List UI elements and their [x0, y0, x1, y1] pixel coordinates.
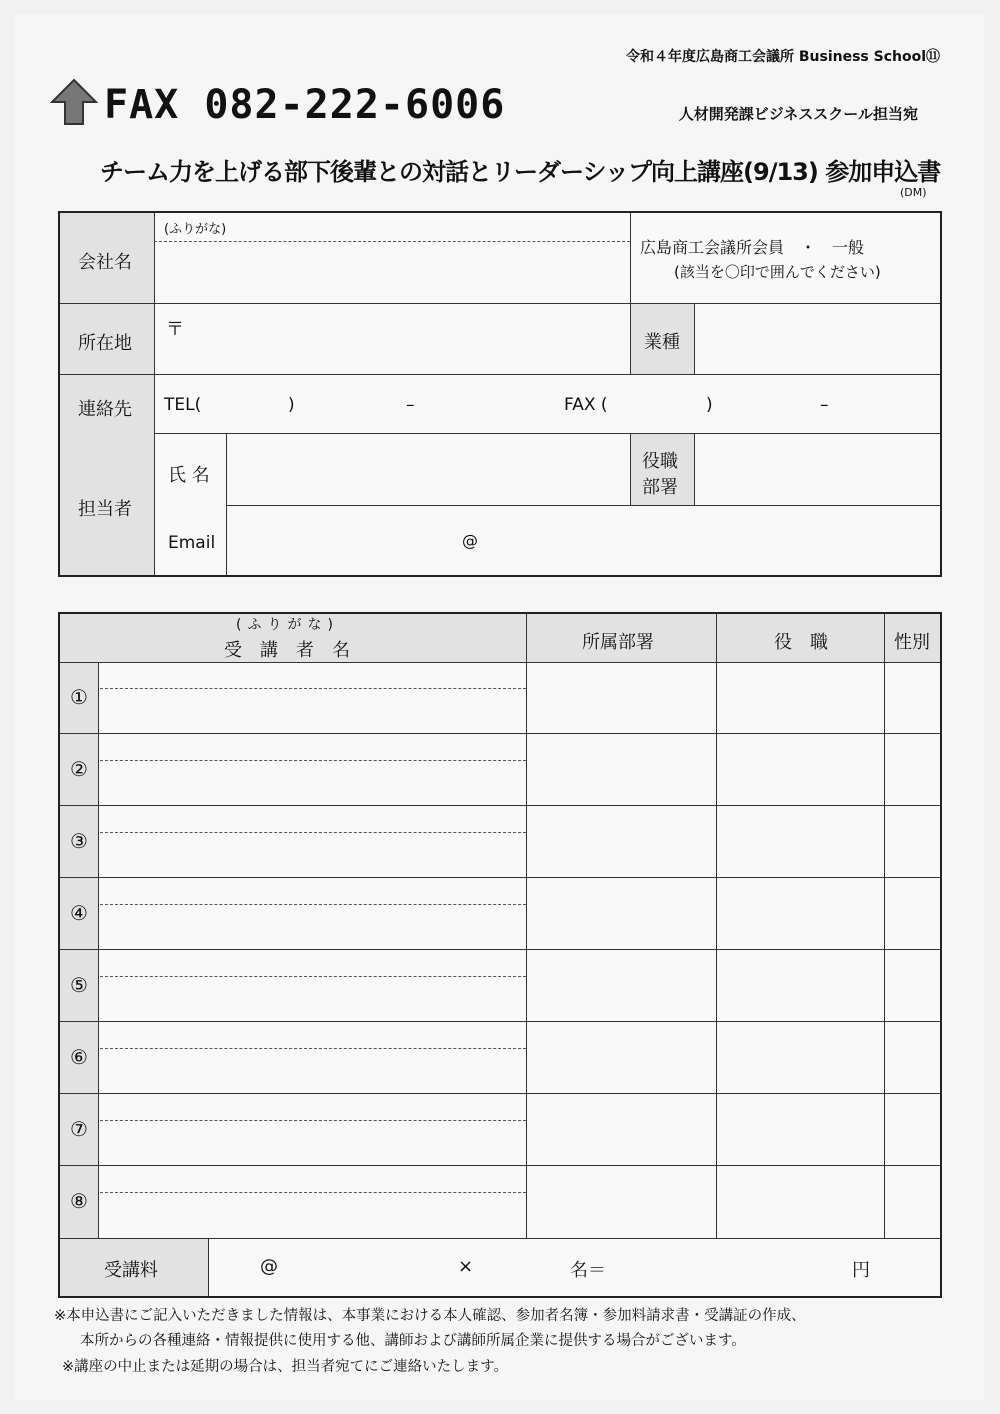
- participant-furigana-field[interactable]: [100, 950, 524, 974]
- participant-furigana-field[interactable]: [100, 806, 524, 830]
- participant-dept-field[interactable]: [528, 880, 714, 948]
- row-number: ①: [70, 685, 88, 709]
- participant-name-field[interactable]: [100, 1050, 524, 1092]
- participant-gender-field[interactable]: [886, 808, 940, 876]
- participant-gender-field[interactable]: [886, 1096, 940, 1164]
- fax-dash: –: [820, 395, 829, 415]
- contact-label: 連絡先: [78, 399, 132, 420]
- company-name-field[interactable]: [156, 243, 628, 301]
- gender-header: 性別: [894, 632, 930, 653]
- participant-furigana-field[interactable]: [100, 734, 524, 758]
- participant-role-field[interactable]: [718, 808, 882, 876]
- person-label: 担当者: [78, 499, 132, 520]
- participant-role-field[interactable]: [718, 880, 882, 948]
- row-number: ⑦: [70, 1117, 88, 1141]
- position-field[interactable]: [696, 435, 940, 503]
- note-line-2: 本所からの各種連絡・情報提供に使用する他、講師および講師所属企業に提供する場合がございます。: [80, 1333, 746, 1349]
- participant-gender-field[interactable]: [886, 736, 940, 804]
- row-number: ⑧: [70, 1189, 88, 1213]
- address-field[interactable]: [156, 305, 628, 373]
- participant-name-field[interactable]: [100, 1194, 524, 1236]
- form-title: チーム力を上げる部下後輩との対話とリーダーシップ向上講座(9/13) 参加申込書: [100, 158, 941, 186]
- fee-yen: 円: [852, 1260, 870, 1281]
- dept-header: 所属部署: [582, 632, 654, 653]
- furigana-divider: [100, 904, 526, 905]
- company-furigana-field[interactable]: [156, 214, 628, 240]
- up-arrow-icon: [50, 78, 98, 126]
- furigana-label: (ふりがな): [164, 222, 227, 237]
- person-name-field[interactable]: [228, 435, 628, 503]
- participant-dept-field[interactable]: [528, 808, 714, 876]
- name-label: 氏 名: [168, 465, 210, 486]
- company-label: 会社名: [78, 252, 132, 273]
- table-row: [60, 878, 940, 950]
- participant-furigana-field[interactable]: [100, 1166, 524, 1190]
- furigana-divider: [100, 832, 526, 833]
- participant-name-field[interactable]: [100, 1122, 524, 1164]
- role-header: 役 職: [774, 632, 828, 653]
- table-row: [60, 950, 940, 1022]
- participant-gender-field[interactable]: [886, 664, 940, 732]
- note-line-3: ※講座の中止または延期の場合は、担当者宛てにご連絡いたします。: [62, 1359, 508, 1375]
- row-number: ④: [70, 901, 88, 925]
- participant-furigana-field[interactable]: [100, 662, 524, 686]
- participant-gender-field[interactable]: [886, 952, 940, 1020]
- department-label: 人材開発課ビジネススクール担当宛: [678, 105, 918, 123]
- participant-name-field[interactable]: [100, 834, 524, 876]
- furigana-divider: [100, 688, 526, 689]
- industry-field[interactable]: [696, 305, 940, 373]
- note-line-1: ※本申込書にご記入いただきました情報は、本事業における本人確認、参加者名簿・参加料請求書・受講証の作成、: [54, 1308, 806, 1324]
- dm-label: (DM): [900, 186, 927, 199]
- fax-field[interactable]: [626, 377, 926, 431]
- postal-mark: 〒: [166, 319, 184, 340]
- participant-dept-field[interactable]: [528, 736, 714, 804]
- fee-people: 名＝: [570, 1260, 606, 1281]
- row-number: ⑤: [70, 973, 88, 997]
- fax-label: FAX (: [564, 395, 608, 415]
- fax-number: FAX 082-222-6006: [104, 82, 506, 128]
- row-number: ②: [70, 757, 88, 781]
- member-choice[interactable]: 広島商工会議所会員 ・ 一般: [640, 238, 865, 257]
- email-field[interactable]: [228, 507, 940, 573]
- participant-gender-field[interactable]: [886, 1024, 940, 1092]
- participant-role-field[interactable]: [718, 1024, 882, 1092]
- furigana-divider: [100, 976, 526, 977]
- tel-field[interactable]: [210, 377, 510, 431]
- participant-dept-field[interactable]: [528, 1024, 714, 1092]
- participant-furigana-field[interactable]: [100, 878, 524, 902]
- fee-at: @: [260, 1256, 278, 1277]
- participant-furigana-field[interactable]: [100, 1094, 524, 1118]
- participant-dept-field[interactable]: [528, 664, 714, 732]
- address-label: 所在地: [78, 333, 132, 354]
- table-row: [60, 1094, 940, 1166]
- participant-dept-field[interactable]: [528, 1168, 714, 1236]
- participant-role-field[interactable]: [718, 1096, 882, 1164]
- fee-unit-field[interactable]: [280, 1244, 450, 1290]
- email-label: Email: [168, 533, 216, 553]
- tel-close: ): [288, 395, 295, 415]
- table-row: [60, 662, 940, 734]
- participant-furigana-field[interactable]: [100, 1022, 524, 1046]
- table-row: [60, 734, 940, 806]
- furigana-divider: [100, 760, 526, 761]
- fax-close: ): [706, 395, 713, 415]
- furigana-divider: [100, 1120, 526, 1121]
- participant-gender-field[interactable]: [886, 880, 940, 948]
- position-label-2: 部署: [642, 477, 678, 498]
- fee-count-field[interactable]: [480, 1244, 560, 1290]
- fee-total-field[interactable]: [620, 1244, 840, 1290]
- participant-role-field[interactable]: [718, 952, 882, 1020]
- table-row: [60, 1022, 940, 1094]
- fee-label: 受講料: [104, 1260, 158, 1281]
- participant-dept-field[interactable]: [528, 1096, 714, 1164]
- participant-role-field[interactable]: [718, 736, 882, 804]
- member-note: (該当を〇印で囲んでください): [674, 263, 881, 281]
- participant-name-field[interactable]: [100, 690, 524, 732]
- row-number: ⑥: [70, 1045, 88, 1069]
- furigana-divider: [100, 1048, 526, 1049]
- participant-role-field[interactable]: [718, 664, 882, 732]
- email-at: @: [462, 531, 478, 550]
- participant-role-field[interactable]: [718, 1168, 882, 1236]
- table-row: [60, 806, 940, 878]
- participant-name-field[interactable]: [100, 906, 524, 948]
- tel-label: TEL(: [164, 395, 202, 415]
- industry-label: 業種: [644, 332, 680, 353]
- tel-dash: –: [406, 395, 415, 415]
- row-number: ③: [70, 829, 88, 853]
- participant-gender-field[interactable]: [886, 1168, 940, 1236]
- participant-name-field[interactable]: [100, 762, 524, 804]
- company-info-table: [58, 211, 942, 577]
- name-header: 受 講 者 名: [224, 640, 350, 661]
- participant-name-field[interactable]: [100, 978, 524, 1020]
- furigana-header: (ふりがな): [236, 617, 339, 633]
- position-label-1: 役職: [642, 451, 678, 472]
- series-label: 令和４年度広島商工会議所 Business School⑪: [625, 49, 940, 65]
- furigana-divider: [100, 1192, 526, 1193]
- fee-times: ×: [458, 1256, 474, 1277]
- participant-dept-field[interactable]: [528, 952, 714, 1020]
- table-row: [60, 1166, 940, 1238]
- participants-table: [58, 612, 942, 1298]
